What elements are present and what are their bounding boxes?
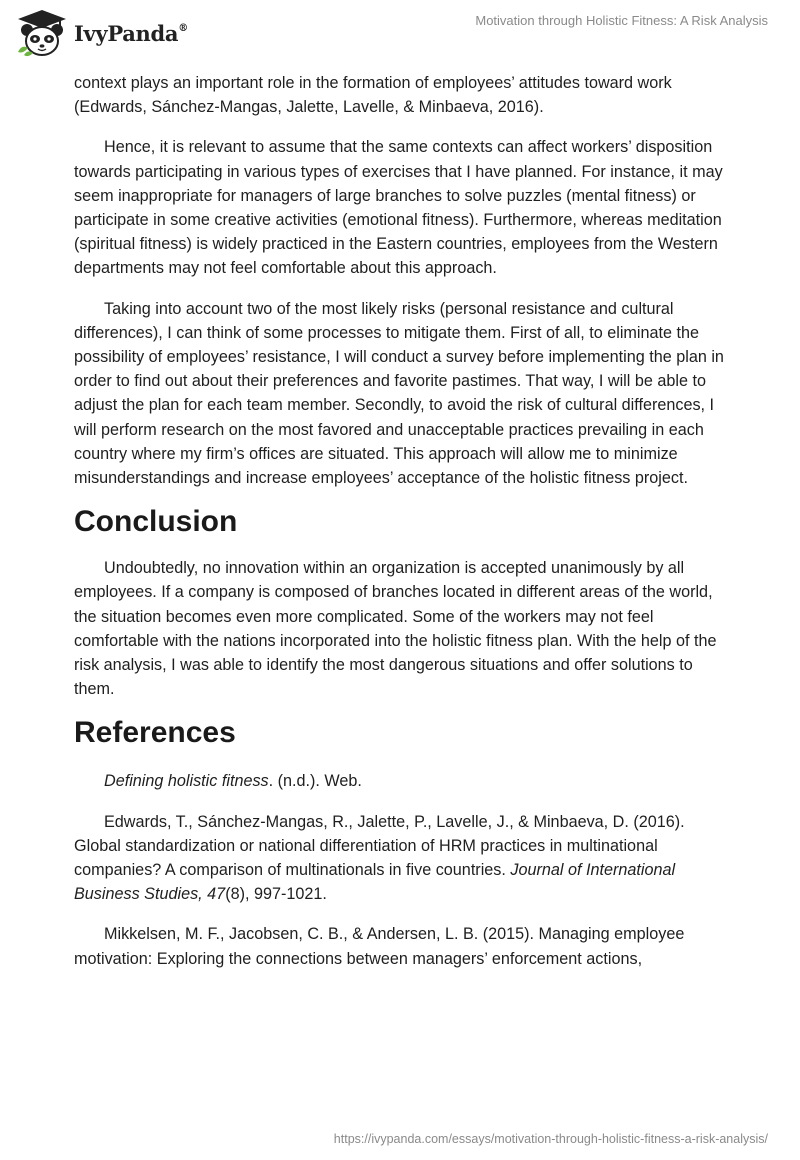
reference-item: Mikkelsen, M. F., Jacobsen, C. B., & Andersen, L. B. (2015). Managing employee motivation: Exploring the connections between managers’ enforcement actions, bbox=[74, 925, 685, 968]
document-body bbox=[74, 71, 734, 971]
logo-text: IvyPanda® bbox=[74, 20, 188, 46]
reference-journal: Journal of International Business Studies, 47 bbox=[74, 861, 676, 904]
reference-item bbox=[74, 769, 734, 793]
reference-rest: . (n.d.). Web. bbox=[268, 772, 362, 791]
reference-title: Defining holistic fitness bbox=[104, 772, 269, 791]
reference-authors: Edwards, T., Sánchez-Mangas, R., Jalette, P., Lavelle, J., & Minbaeva, D. (2016). Global standardization or national differentiation of HRM practices in multinational companies? A comparison of multinationals in five countries. bbox=[74, 812, 685, 880]
document-title: Motivation through Holistic Fitness: A Risk Analysis bbox=[475, 13, 768, 28]
panda-graduate-icon bbox=[14, 8, 70, 58]
references-heading: References bbox=[74, 716, 236, 750]
paragraph-intro: context plays an important role in the formation of employees’ attitudes toward work (Edwards, Sánchez-Mangas, Jalette, Lavelle, & Minbaeva, 2016). bbox=[74, 74, 672, 117]
conclusion-paragraph: Undoubtedly, no innovation within an organization is accepted unanimously by all employees. If a company is composed of branches located in different areas of the world, the situation becomes even more complicated. Some of the workers may not feel comfortable with the nations incorporated into the holistic fitness plan. With the help of the risk analysis, I was able to identify the most dangerous situations and offer solutions to them. bbox=[74, 559, 717, 699]
paragraph-hence: Hence, it is relevant to assume that the same contexts can affect workers’ disposition towards participating in various types of exercises that I have planned. For instance, it may seem inappropriate for managers of large branches to solve puzzles (mental fitness) or participate in some creative activities (emotional fitness). Furthermore, whereas meditation (spiritual fitness) is widely practiced in the Eastern countries, employees from the Western departments may not feel comfortable about this approach. bbox=[74, 138, 723, 278]
page-header bbox=[0, 0, 800, 70]
reference-item bbox=[74, 810, 734, 907]
reference-rest: (8), 997-1021. bbox=[225, 885, 327, 904]
paragraph-risks: Taking into account two of the most likely risks (personal resistance and cultural differences), I can think of some processes to mitigate them. First of all, to eliminate the possibility of employees’ resistance, I will conduct a survey before implementing the plan in order to find out about their preferences and favorite pastimes. That way, I will be able to adjust the plan for each team member. Secondly, to avoid the risk of cultural differences, I will perform research on the most favored and unacceptable practices prevailing in each country where my firm’s offices are situated. This approach will allow me to minimize misunderstandings and increase employees’ acceptance of the holistic fitness project. bbox=[74, 299, 724, 488]
source-url-link[interactable]: https://ivypanda.com/essays/motivation-through-holistic-fitness-a-risk-analysis/ bbox=[333, 1132, 768, 1146]
ivypanda-logo[interactable] bbox=[14, 8, 188, 58]
conclusion-heading: Conclusion bbox=[74, 505, 238, 539]
registered-mark: ® bbox=[178, 22, 188, 34]
